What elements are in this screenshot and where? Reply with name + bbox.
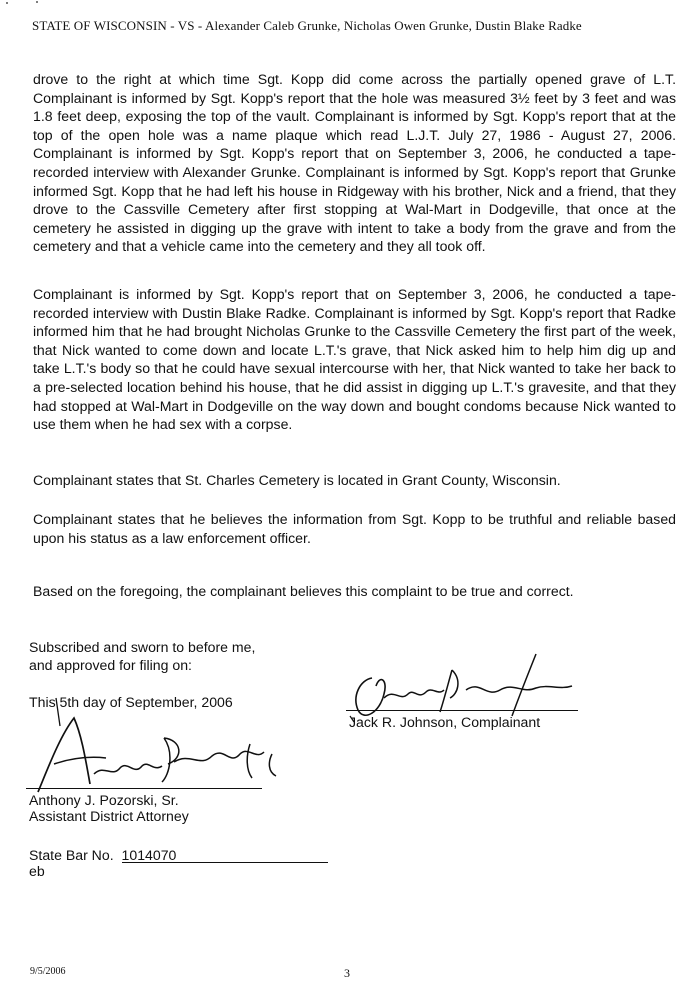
- jurat-line-1: Subscribed and sworn to before me,: [29, 639, 256, 655]
- paragraph-radke-interview: Complainant is informed by Sgt. Kopp's report that on September 3, 2006, he conducted a tape-recorded interview with Dustin Blake Radke. Complainant is informed by Sgt. Kopp's report that Radke informed him that he had brought Nicholas Grunke to the Cassville Cemetery the first part of the week, that Nick wanted to come down and locate L.T.'s grave, that Nick asked him to help him dig up and take L.T.'s body so that he could have sexual intercourse with her, that Nick wanted to take her back to a pre-selected location behind his house, that he did assist in digging up L.T.'s gravesite, and that they had stopped at Wal-Mart in Dodgeville on the way down and bought condoms because Nick wanted to use them when he had sex with a corpse.: [33, 286, 676, 433]
- paragraph-grave-and-grunke-interview: drove to the right at which time Sgt. Kopp did come across the partially opened grave of L.T. Complainant is informed by Sgt. Kopp's report that the hole was measured 3½ feet by 3 feet and was 1.8 feet deep, exposing the top of the vault. Complainant is informed by Sgt. Kopp's report that at the top of the open hole was a name plaque which read L.J.T. July 27, 1986 - August 27, 2006. Complainant is informed by Sgt. Kopp's report that on September 3, 2006, he conducted a tape-recorded interview with Alexander Grunke. Complainant is informed by Sgt. Kopp's report that Grunke informed Sgt. Kopp that he had left his house in Ridgeway with his brother, Nick and a friend, that they drove to the Cassville Cemetery after first stopping at Wal-Mart in Dodgeville, that once at the cemetery he assisted in digging up the grave with intent to take a body from the grave and from the cemetery and that a vehicle came into the cemetery and they all took off.: [33, 71, 676, 255]
- scan-speck: [6, 2, 8, 4]
- footer-date: 9/5/2006: [30, 966, 66, 977]
- state-bar-label: State Bar No.: [29, 847, 114, 863]
- paragraph-cemetery-location: Complainant states that St. Charles Cemetery is located in Grant County, Wisconsin.: [33, 472, 561, 488]
- prosecutor-name: Anthony J. Pozorski, Sr.: [29, 792, 179, 808]
- state-bar-number: 1014070: [121, 847, 177, 863]
- paragraph-reliability: Complainant states that he believes the information from Sgt. Kopp to be truthful and reliable based upon his status as a law enforcement officer.: [33, 511, 676, 546]
- state-bar-number-field: [122, 848, 328, 863]
- complainant-signature-line: [346, 710, 578, 711]
- page-number: 3: [344, 966, 350, 980]
- prosecutor-title: Assistant District Attorney: [29, 808, 189, 824]
- case-caption: STATE OF WISCONSIN - VS - Alexander Caleb Grunke, Nicholas Owen Grunke, Dustin Blake Radke: [32, 18, 582, 33]
- jurat-line-2: and approved for filing on:: [29, 657, 192, 673]
- scan-speck: [36, 1, 38, 3]
- state-bar-row: [29, 847, 328, 863]
- typist-initials: eb: [29, 863, 45, 879]
- prosecutor-signature: [24, 696, 304, 800]
- prosecutor-signature-line: [26, 788, 262, 789]
- jurat-date: This 5th day of September, 2006: [29, 694, 233, 710]
- paragraph-conclusion: Based on the foregoing, the complainant believes this complaint to be true and correct.: [33, 583, 574, 599]
- complainant-name: Jack R. Johnson, Complainant: [349, 714, 541, 730]
